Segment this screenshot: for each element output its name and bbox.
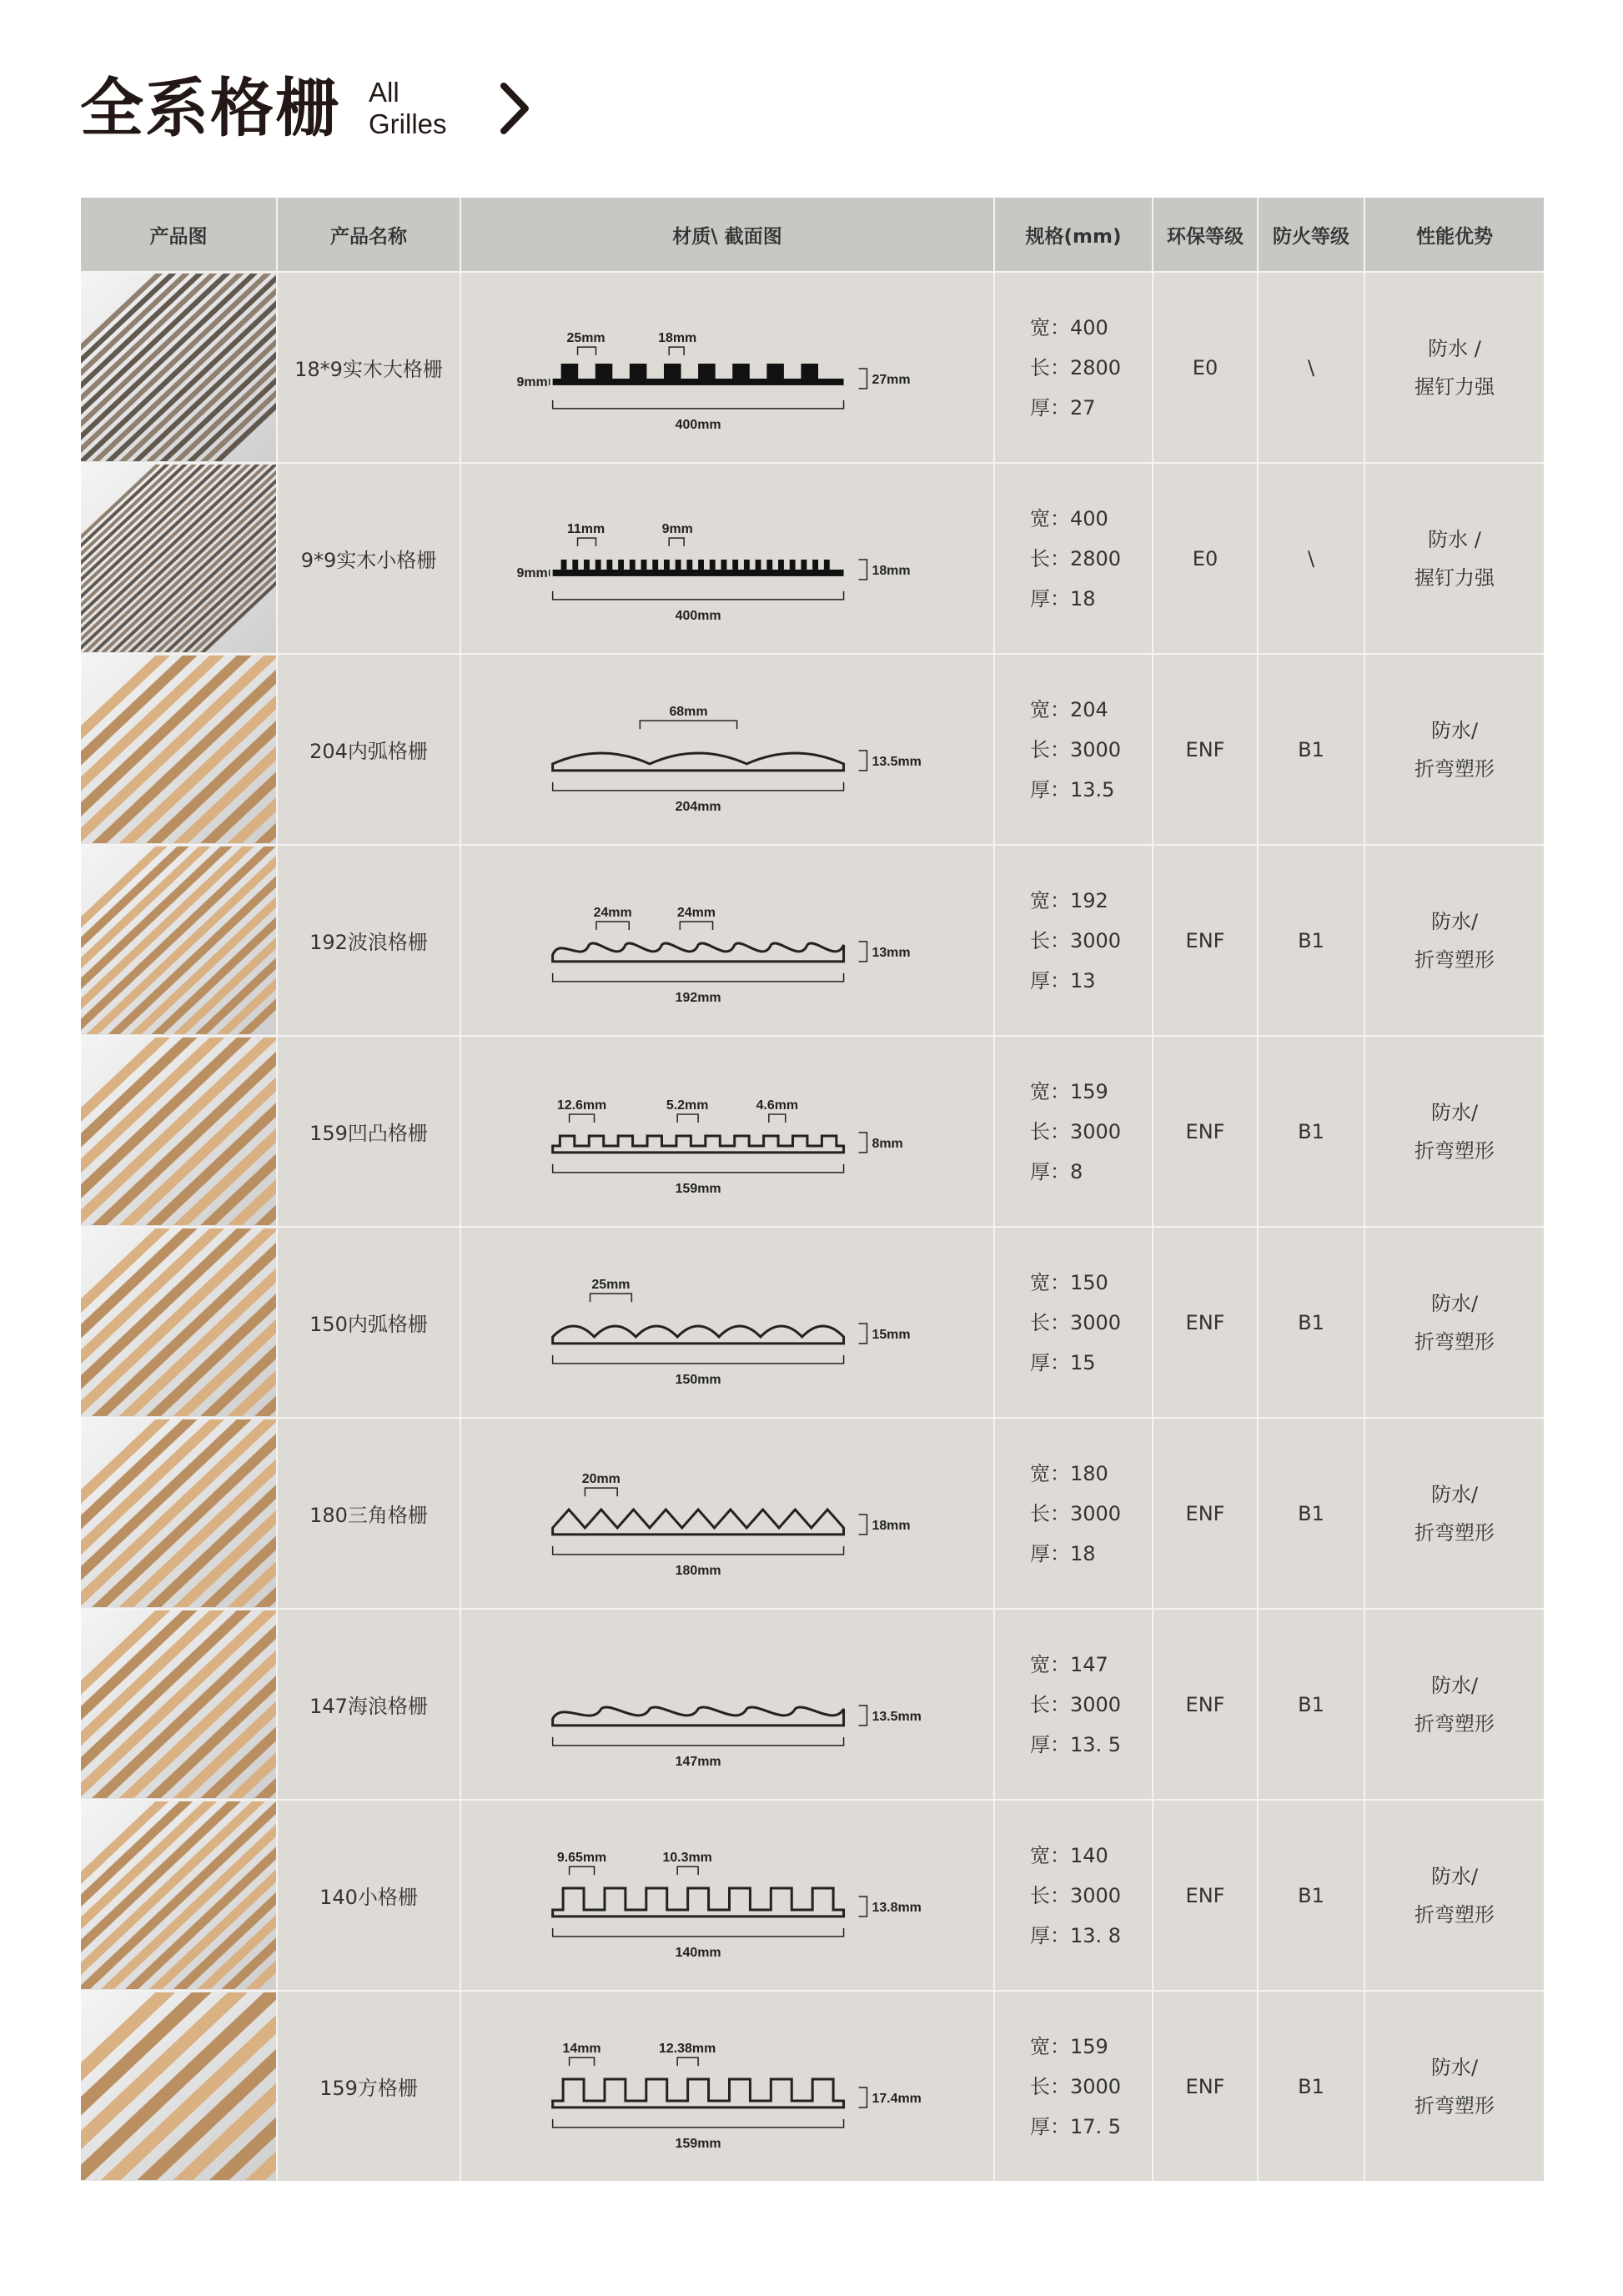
performance-line-1: 防水/ [1430, 718, 1479, 742]
fire-grade: B1 [1298, 2074, 1324, 2098]
product-photo [81, 1228, 278, 1417]
fire-grade-cell [1259, 1610, 1365, 1799]
spec-width: 宽：140 [1030, 1843, 1108, 1867]
eco-grade: ENF [1185, 1310, 1225, 1334]
header-cell-spec: 规格(mm) [995, 198, 1153, 271]
performance-cell [1365, 1992, 1544, 2181]
cross-section-diagram [461, 273, 995, 462]
cross-section-diagram [461, 1228, 995, 1417]
table-row-9 [81, 1799, 1544, 1990]
spec-thickness: 厚：13. 8 [1030, 1923, 1122, 1947]
dimension-label: 13.5mm [872, 754, 922, 769]
cross-section-diagram [461, 1992, 995, 2181]
table-row-8 [81, 1608, 1544, 1799]
product-photo [81, 1992, 278, 2181]
product-name: 140小格栅 [319, 1886, 418, 1909]
spec-thickness: 厚：17. 5 [1030, 2114, 1122, 2138]
eco-grade-cell [1153, 464, 1259, 653]
eco-grade: ENF [1185, 737, 1225, 761]
spec-cell [995, 1419, 1153, 1608]
spec-cell [995, 1992, 1153, 2181]
spec-thickness: 厚：8 [1030, 1159, 1083, 1183]
fire-grade-cell [1259, 655, 1365, 844]
product-photo [81, 1037, 278, 1226]
product-photo [81, 464, 278, 653]
fire-grade: B1 [1298, 1310, 1324, 1334]
eco-grade-cell [1153, 1228, 1259, 1417]
spec-length: 长：3000 [1030, 2074, 1122, 2098]
fire-grade: \ [1307, 546, 1315, 570]
dimension-label: 18mm [872, 563, 911, 578]
fire-grade: B1 [1298, 737, 1324, 761]
product-name: 150内弧格栅 [309, 1313, 428, 1336]
performance-line-2: 折弯塑形 [1414, 1711, 1495, 1736]
spec-cell [995, 1610, 1153, 1799]
spec-width: 宽：192 [1030, 888, 1108, 912]
eco-grade: ENF [1185, 1883, 1225, 1907]
page-title: 全系格栅 [80, 71, 340, 145]
table-header [81, 198, 1544, 271]
performance-line-1: 防水/ [1430, 1482, 1479, 1506]
dimension-label: 180mm [675, 1563, 721, 1578]
fire-grade-cell [1259, 1801, 1365, 1990]
product-name: 18*9实木大格栅 [294, 358, 443, 381]
dimension-label: 400mm [675, 417, 721, 432]
fire-grade-cell [1259, 273, 1365, 462]
page-subtitle [369, 77, 447, 140]
product-photo [81, 846, 278, 1035]
spec-length: 长：3000 [1030, 1692, 1122, 1716]
fire-grade-cell [1259, 1419, 1365, 1608]
fire-grade: B1 [1298, 1692, 1324, 1716]
dimension-label: 13.5mm [872, 1709, 922, 1724]
performance-cell [1365, 1801, 1544, 1990]
dimension-label: 8mm [872, 1136, 903, 1151]
cross-section-diagram [461, 1610, 995, 1799]
spec-cell [995, 1228, 1153, 1417]
spec-thickness: 厚：13. 5 [1030, 1732, 1122, 1756]
dimension-label: 400mm [675, 608, 721, 623]
spec-width: 宽：159 [1030, 1079, 1108, 1103]
header-cell-image: 产品图 [81, 198, 278, 271]
product-photo [81, 273, 278, 462]
eco-grade-cell [1153, 1610, 1259, 1799]
spec-width: 宽：147 [1030, 1652, 1108, 1676]
dimension-label: 12.38mm [659, 2042, 716, 2057]
performance-line-1: 防水/ [1430, 1673, 1479, 1697]
header-cell-name: 产品名称 [278, 198, 461, 271]
spec-thickness: 厚：18 [1030, 1541, 1096, 1565]
eco-grade: ENF [1185, 928, 1225, 952]
eco-grade: ENF [1185, 1119, 1225, 1143]
dimension-label: 13.8mm [872, 1900, 922, 1915]
subtitle-line-1: All [369, 77, 399, 108]
fire-grade-cell [1259, 1992, 1365, 2181]
table-row-4 [81, 844, 1544, 1035]
dimension-label: 159mm [675, 1181, 721, 1196]
dimension-label: 140mm [675, 1945, 721, 1960]
product-photo [81, 1610, 278, 1799]
spec-length: 长：3000 [1030, 1883, 1122, 1907]
fire-grade-cell [1259, 464, 1365, 653]
chevron-right-icon[interactable] [494, 78, 535, 139]
dimension-label: 17.4mm [872, 2091, 922, 2106]
eco-grade-cell [1153, 655, 1259, 844]
dimension-label: 159mm [675, 2136, 721, 2151]
table-row-10 [81, 1990, 1544, 2181]
performance-line-2: 握钉力强 [1414, 374, 1495, 399]
product-name-cell [278, 1801, 461, 1990]
performance-cell [1365, 273, 1544, 462]
performance-cell [1365, 1610, 1544, 1799]
performance-line-1: 防水/ [1430, 2055, 1479, 2079]
performance-line-1: 防水 / [1428, 336, 1481, 360]
performance-cell [1365, 655, 1544, 844]
product-photo [81, 655, 278, 844]
performance-cell [1365, 1419, 1544, 1608]
table-row-1 [81, 271, 1544, 462]
product-name-cell [278, 1228, 461, 1417]
eco-grade: ENF [1185, 1692, 1225, 1716]
product-name-cell [278, 1610, 461, 1799]
fire-grade: \ [1307, 355, 1315, 379]
fire-grade-cell [1259, 1228, 1365, 1417]
performance-line-2: 折弯塑形 [1414, 1138, 1495, 1163]
dimension-label: 9mm [516, 565, 548, 580]
dimension-label: 18mm [872, 1518, 911, 1533]
dimension-label: 13mm [872, 945, 911, 960]
product-name-cell [278, 1992, 461, 2181]
table-row-2 [81, 462, 1544, 653]
dimension-label: 4.6mm [756, 1098, 799, 1113]
performance-line-2: 折弯塑形 [1414, 756, 1495, 781]
product-name-cell [278, 1419, 461, 1608]
spec-length: 长：2800 [1030, 355, 1122, 379]
fire-grade: B1 [1298, 1501, 1324, 1525]
performance-line-2: 折弯塑形 [1414, 1329, 1495, 1354]
dimension-label: 27mm [872, 372, 911, 387]
spec-length: 长：2800 [1030, 546, 1122, 570]
product-name: 147海浪格栅 [309, 1695, 428, 1718]
cross-section-diagram [461, 1801, 995, 1990]
spec-length: 长：3000 [1030, 928, 1122, 952]
performance-line-2: 折弯塑形 [1414, 1520, 1495, 1545]
product-photo [81, 1801, 278, 1990]
table-row-5 [81, 1035, 1544, 1226]
spec-thickness: 厚：13.5 [1030, 777, 1115, 801]
product-name-cell [278, 273, 461, 462]
dimension-label: 9mm [661, 522, 693, 537]
subtitle-line-2: Grilles [369, 108, 447, 139]
product-name-cell [278, 655, 461, 844]
spec-thickness: 厚：27 [1030, 395, 1096, 420]
dimension-label: 10.3mm [662, 1851, 712, 1866]
spec-cell [995, 273, 1153, 462]
cross-section-diagram [461, 846, 995, 1035]
fire-grade: B1 [1298, 1883, 1324, 1907]
eco-grade-cell [1153, 1801, 1259, 1990]
header-cell-performance: 性能优势 [1416, 225, 1493, 248]
eco-grade-cell [1153, 1037, 1259, 1226]
cross-section-diagram [461, 464, 995, 653]
eco-grade-cell [1153, 1419, 1259, 1608]
performance-cell [1365, 846, 1544, 1035]
performance-cell [1365, 464, 1544, 653]
eco-grade: ENF [1185, 1501, 1225, 1525]
header-cell-section: 材质\ 截面图 [461, 198, 995, 271]
spec-cell [995, 1801, 1153, 1990]
performance-line-2: 折弯塑形 [1414, 2093, 1495, 2118]
product-table [81, 198, 1544, 2181]
spec-width: 宽：400 [1030, 506, 1108, 530]
dimension-label: 25mm [591, 1278, 631, 1293]
performance-cell [1365, 1037, 1544, 1226]
spec-width: 宽：400 [1030, 315, 1108, 339]
spec-length: 长：3000 [1030, 737, 1122, 761]
performance-cell [1365, 1228, 1544, 1417]
product-name-cell [278, 1037, 461, 1226]
page-title-block [80, 67, 535, 150]
cross-section-diagram [461, 655, 995, 844]
dimension-label: 68mm [669, 705, 708, 720]
performance-line-1: 防水 / [1428, 527, 1481, 551]
dimension-label: 24mm [593, 906, 632, 921]
dimension-label: 150mm [675, 1372, 721, 1387]
spec-cell [995, 464, 1153, 653]
product-name-cell [278, 464, 461, 653]
dimension-label: 15mm [872, 1327, 911, 1342]
spec-length: 长：3000 [1030, 1310, 1122, 1334]
performance-line-2: 折弯塑形 [1414, 947, 1495, 972]
spec-width: 宽：150 [1030, 1270, 1108, 1294]
performance-line-2: 折弯塑形 [1414, 1902, 1495, 1927]
dimension-label: 20mm [581, 1472, 621, 1487]
dimension-label: 12.6mm [556, 1098, 607, 1113]
product-name: 9*9实木小格栅 [300, 549, 437, 572]
table-row-3 [81, 653, 1544, 844]
dimension-label: 204mm [675, 799, 721, 814]
dimension-label: 25mm [566, 331, 605, 346]
dimension-label: 11mm [566, 522, 605, 537]
spec-length: 长：3000 [1030, 1119, 1122, 1143]
cross-section-diagram [461, 1037, 995, 1226]
spec-width: 宽：159 [1030, 2034, 1108, 2058]
product-name: 204内弧格栅 [309, 740, 428, 763]
eco-grade-cell [1153, 1992, 1259, 2181]
table-row-6 [81, 1226, 1544, 1417]
dimension-label: 14mm [562, 2042, 601, 2057]
eco-grade: E0 [1192, 355, 1219, 379]
spec-cell [995, 655, 1153, 844]
dimension-label: 147mm [675, 1754, 721, 1769]
table-row-7 [81, 1417, 1544, 1608]
eco-grade-cell [1153, 273, 1259, 462]
cross-section-diagram [461, 1419, 995, 1608]
fire-grade-cell [1259, 1037, 1365, 1226]
performance-line-2: 握钉力强 [1414, 565, 1495, 590]
product-name: 192波浪格栅 [309, 931, 428, 954]
dimension-label: 192mm [675, 990, 721, 1005]
fire-grade: B1 [1298, 1119, 1324, 1143]
product-photo [81, 1419, 278, 1608]
performance-line-1: 防水/ [1430, 1864, 1479, 1888]
dimension-label: 9.65mm [556, 1851, 607, 1866]
product-name-cell [278, 846, 461, 1035]
performance-line-1: 防水/ [1430, 1291, 1479, 1315]
fire-grade: B1 [1298, 928, 1324, 952]
eco-grade: ENF [1185, 2074, 1225, 2098]
spec-cell [995, 1037, 1153, 1226]
product-name: 159凹凸格栅 [309, 1122, 428, 1145]
spec-length: 长：3000 [1030, 1501, 1122, 1525]
eco-grade: E0 [1192, 546, 1219, 570]
product-name: 180三角格栅 [309, 1504, 428, 1527]
header-cell-eco: 环保等级 [1153, 198, 1259, 271]
performance-line-1: 防水/ [1430, 909, 1479, 933]
performance-line-1: 防水/ [1430, 1100, 1479, 1124]
eco-grade-cell [1153, 846, 1259, 1035]
spec-thickness: 厚：18 [1030, 586, 1096, 610]
dimension-label: 9mm [516, 374, 548, 389]
spec-thickness: 厚：13 [1030, 968, 1096, 992]
spec-width: 宽：180 [1030, 1461, 1108, 1485]
header-cell-fire: 防火等级 [1259, 198, 1365, 271]
dimension-label: 18mm [658, 331, 697, 346]
spec-width: 宽：204 [1030, 697, 1108, 721]
spec-thickness: 厚：15 [1030, 1350, 1096, 1374]
fire-grade-cell [1259, 846, 1365, 1035]
dimension-label: 24mm [676, 906, 716, 921]
product-name: 159方格栅 [319, 2077, 418, 2100]
dimension-label: 5.2mm [666, 1098, 709, 1113]
spec-cell [995, 846, 1153, 1035]
